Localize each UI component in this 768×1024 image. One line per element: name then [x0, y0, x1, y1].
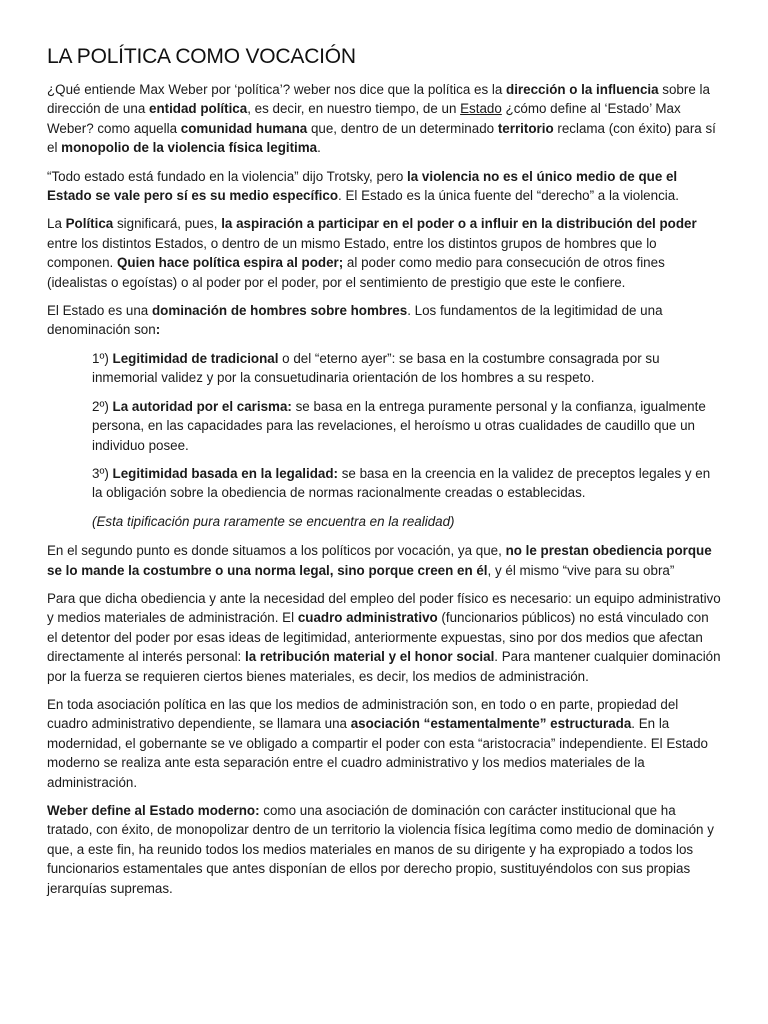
- paragraph-la-politica: [47, 214, 722, 292]
- text-span: que, dentro de un determinado: [307, 120, 498, 136]
- bold-text: la retribución material y el honor social: [245, 649, 495, 665]
- paragraph-trotsky-quote: [47, 167, 722, 206]
- text-span: “Todo estado está fundado en la violencia” dijo Trotsky, pero: [47, 168, 408, 184]
- bold-text: asociación “estamentalmente” estructurada: [350, 716, 632, 732]
- text-span: entre los distintos Estados, o dentro de un mismo Estado, entre los distintos grupos de hombres que lo componen.: [47, 235, 657, 271]
- document-title: LA POLÍTICA COMO VOCACIÓN: [47, 45, 356, 68]
- paragraph-estado-moderno: [47, 801, 722, 898]
- list-item-legitimidad-tradicional: [92, 349, 722, 388]
- text-span: . Los fundamentos de la legitimidad de una denominación son: [47, 303, 663, 338]
- bold-text: Quien hace política espira al poder;: [116, 255, 344, 271]
- italic-text: (Esta tipificación pura raramente se encuentra en la realidad): [92, 513, 455, 529]
- text-span: ¿Qué entiende Max Weber por ‘política’? weber nos dice que la política es la: [47, 82, 507, 97]
- text-span: reclama (con éxito) para sí el: [47, 120, 716, 156]
- list-note-tipificacion: [92, 512, 722, 531]
- bold-text: no le prestan obediencia porque se lo mande la costumbre o una norma legal, sino porque creen en él: [47, 543, 712, 578]
- bold-text: la aspiración a participar en el poder o a influir en la distribución del poder: [221, 216, 697, 232]
- text-span: al poder como medio para consecución de otros fines (idealistas o egoístas) o al poder por el poder, por el sentimiento de prestigio que este le confiere.: [47, 255, 665, 290]
- bold-text: la violencia no es el único medio de que el Estado se vale pero sí es su medio específico: [47, 168, 678, 204]
- text-span: (funcionarios públicos) no está vinculado con el detentor del poder por esas ideas de legitimidad, anteriormente expuestas, sino por dos medios que afectan directamente al interés personal:: [47, 610, 709, 665]
- text-span: En toda asociación política en las que los medios de administración son, en todo o en parte, propiedad del cuadro administrativo dependiente, se llamara una: [47, 696, 679, 732]
- text-span: significará, pues,: [113, 216, 222, 232]
- text-span: se basa en la creencia en la validez de preceptos legales y en la obligación sobre la obediencia de normas racionalmente creadas o establecidas.: [92, 465, 711, 501]
- bold-text: Política: [65, 216, 114, 232]
- text-span: La: [47, 216, 66, 232]
- paragraph-segundo-punto: [47, 541, 722, 580]
- bold-text: Legitimidad de tradicional: [112, 350, 279, 366]
- list-item-legitimidad-legalidad: [92, 464, 722, 503]
- paragraph-asociacion-politica: [47, 695, 722, 792]
- bold-text: monopolio de la violencia física legitima: [61, 140, 318, 156]
- text-span: o del “eterno ayer”: se basa en la costumbre consagrada por su inmemorial validez y por la consuetudinaria orientación de los hombres a su respeto.: [92, 350, 660, 386]
- text-span: El Estado es una: [47, 303, 152, 319]
- text-span: sobre la dirección de una: [47, 82, 710, 117]
- underlined-text: Estado: [460, 101, 502, 117]
- list-item-autoridad-carisma: [92, 397, 722, 455]
- bold-text: dominación de hombres sobre hombres: [151, 303, 408, 319]
- text-span: 3º): [92, 465, 113, 481]
- text-span: como una asociación de dominación con carácter institucional que ha tratado, con éxito, de monopolizar dentro de un territorio la violencia física legítima como medio de dominación y que, a este fin, ha reunido todos los medios materiales en manos de su dirigente y ha expropiado a todos los funcionarios estamentales que antes disponían de ellos por derecho propio, sustituyéndolos con sus propias jerarquías supremas.: [47, 803, 714, 896]
- text-span: 1º): [92, 350, 113, 366]
- text-span: , es decir, en nuestro tiempo, de un: [247, 101, 461, 117]
- bold-text: cuadro administrativo: [297, 610, 438, 626]
- bold-text: comunidad humana: [180, 120, 308, 136]
- text-span: .: [317, 140, 321, 156]
- bold-text: Weber define al Estado moderno:: [47, 803, 260, 818]
- document-body: [47, 80, 722, 898]
- bold-text: La autoridad por el carisma:: [112, 398, 292, 414]
- paragraph-estado-dominacion: [47, 301, 722, 340]
- text-span: ¿cómo define al ‘Estado’ Max Weber? como aquella: [47, 101, 681, 136]
- bold-text: :: [155, 322, 161, 338]
- text-span: . El Estado es la única fuente del “derecho” a la violencia.: [338, 188, 679, 204]
- bold-text: entidad política: [149, 101, 248, 117]
- text-span: se basa en la entrega puramente personal y la confianza, igualmente persona, en las capacidades para las revelaciones, el heroísmo u otras cualidades de caudillo que un individuo posee.: [92, 398, 706, 453]
- text-span: . En la modernidad, el gobernante se ve obligado a compartir el poder con esta “aristocracia” independiente. El Estado moderno se realiza ante esta separación entre el cuadro administrativo y los medios materiales de la administración.: [47, 716, 709, 790]
- bold-text: territorio: [497, 120, 554, 136]
- text-span: . Para mantener cualquier dominación por la fuerza se requieren ciertos bienes materiales, es decir, los medios de administración.: [47, 649, 721, 684]
- bold-text: Legitimidad basada en la legalidad:: [112, 465, 338, 481]
- text-span: , y él mismo “vive para su obra”: [487, 562, 675, 578]
- text-span: 2º): [92, 398, 113, 414]
- bold-text: dirección o la influencia: [506, 82, 659, 97]
- paragraph-cuadro-administrativo: [47, 589, 722, 686]
- text-span: En el segundo punto es donde situamos a los políticos por vocación, ya que,: [47, 543, 506, 559]
- paragraph-definition-politics: [47, 80, 722, 158]
- text-span: Para que dicha obediencia y ante la necesidad del empleo del poder físico es necesario: un equipo administrativo y medios materiales de administración. El: [47, 590, 721, 626]
